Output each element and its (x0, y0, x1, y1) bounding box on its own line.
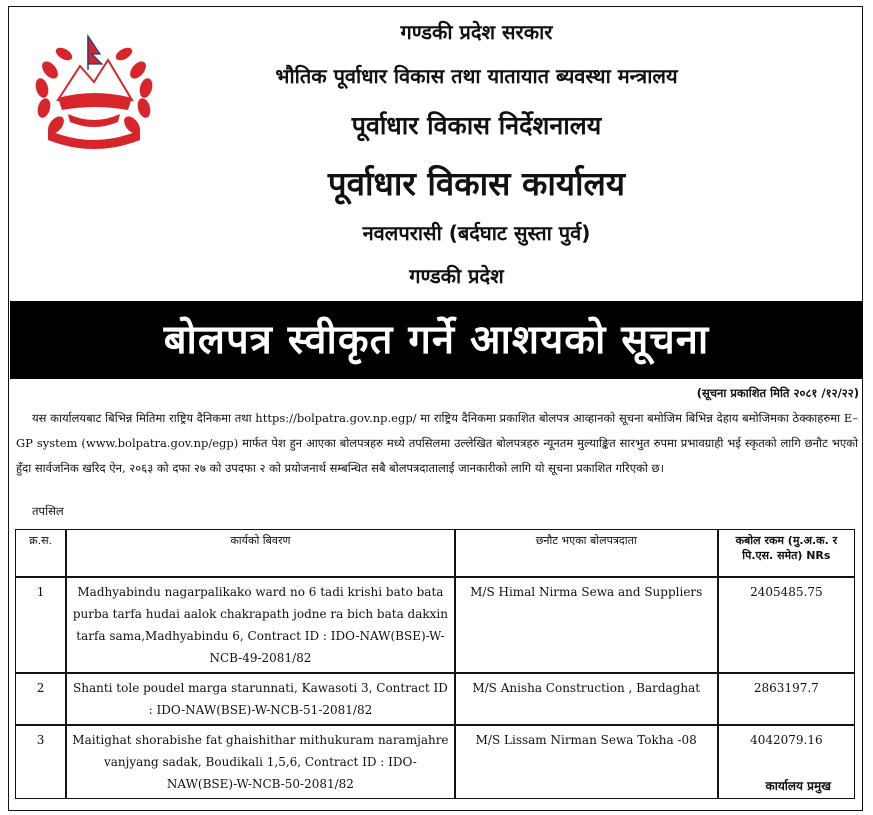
published-date: (सूचना प्रकाशित मिति २०८१ /१२/२२) (696, 386, 859, 400)
government-name: गण्डकी प्रदेश सरकार (400, 20, 553, 44)
row-amount: 4042079.16 (718, 725, 855, 799)
row-description: Maitighat shorabishe fat ghaishithar mithukuram naramjahre vanjyang sadak, Boudikali 1,5,6, Contract ID : IDO-NAW(BSE)-W-NCB-50-2081/82 (66, 725, 455, 799)
row-sn: 3 (15, 725, 66, 799)
notice-body-text: यस कार्यालयबाट बिभिन्न मितिमा राष्ट्रिय दैनिकमा तथा https://bolpatra.gov.np.egp/ मा राष्ट्रिय दैनिकमा प्रकाशित बोलपत्र आव्हानको सूचना बमोजिम बिभिन्न देहाय बमोजिमका ठेक्काहरुमा E–GP system (www.bolpatra.gov.np/egp) मार्फत पेश हुन आएका बोलपत्रहरु मध्ये तपसिलमा उल्लेखित बोलपत्रहरु न्यूनतम मुल्याङ्कित सारभुत रुपमा प्रभावग्राही भई स्कृतको लागि छनौट भएको हुँदा सार्वजनिक खरिद ऐन, २०६३ को दफा २७ को उपदफा २ को प्रयोजनार्थ सम्बन्धित सबै बोलपत्रदातालाई जानकारीको लागि यो सूचना प्रकाशित गरिएको छ। (16, 411, 858, 475)
table-row (15, 673, 855, 725)
office-name: पूर्वाधार विकास कार्यालय (327, 164, 626, 203)
header-description: कार्यको बिवरण (66, 529, 455, 577)
row-amount: 2863197.7 (718, 673, 855, 725)
notice-title-banner: बोलपत्र स्वीकृत गर्ने आशयको सूचना (10, 301, 863, 379)
row-bidder: M/S Lissam Nirman Sewa Tokha -08 (455, 725, 718, 799)
row-bidder: M/S Anisha Construction , Bardaghat (455, 673, 718, 725)
row-description: Madhyabindu nagarpalikako ward no 6 tadi krishi bato bata purba tarfa hudai aalok chakrapath jodne ra bich bata dakxin tarfa sama,Madhyabindu 6, Contract ID : IDO-NAW(BSE)-W-NCB-49-2081/82 (66, 577, 455, 673)
header-bidder: छनौट भएका बोलपत्रदाता (455, 529, 718, 577)
notice-body (16, 406, 858, 481)
row-description: Shanti tole poudel marga starunnati, Kawasoti 3, Contract ID : IDO-NAW(BSE)-W-NCB-51-2081/82 (66, 673, 455, 725)
directorate-name: पूर्वाधार विकास निर्देशनालय (351, 111, 602, 140)
schedule-label: तपसिल (32, 504, 64, 518)
header-sn: क्र.स. (15, 529, 66, 577)
office-location: नवलपरासी (बर्दघाट सुस्ता पुर्व) (362, 221, 591, 245)
table-row (15, 577, 855, 673)
award-table (15, 529, 855, 799)
ministry-name: भौतिक पूर्वाधार विकास तथा यातायात ब्यवस्था मन्त्रालय (275, 64, 678, 88)
row-sn: 2 (15, 673, 66, 725)
header-amount: कबोल रकम (मु.अ.क. र पि.एस. समेत) NRs (718, 529, 855, 577)
province-name: गण्डकी प्रदेश (409, 264, 504, 288)
table-row (15, 725, 855, 799)
row-sn: 1 (15, 577, 66, 673)
table-header-row (15, 529, 855, 577)
row-bidder: M/S Himal Nirma Sewa and Suppliers (455, 577, 718, 673)
row-amount: 2405485.75 (718, 577, 855, 673)
office-chief-signoff: कार्यालय प्रमुख (765, 779, 831, 793)
